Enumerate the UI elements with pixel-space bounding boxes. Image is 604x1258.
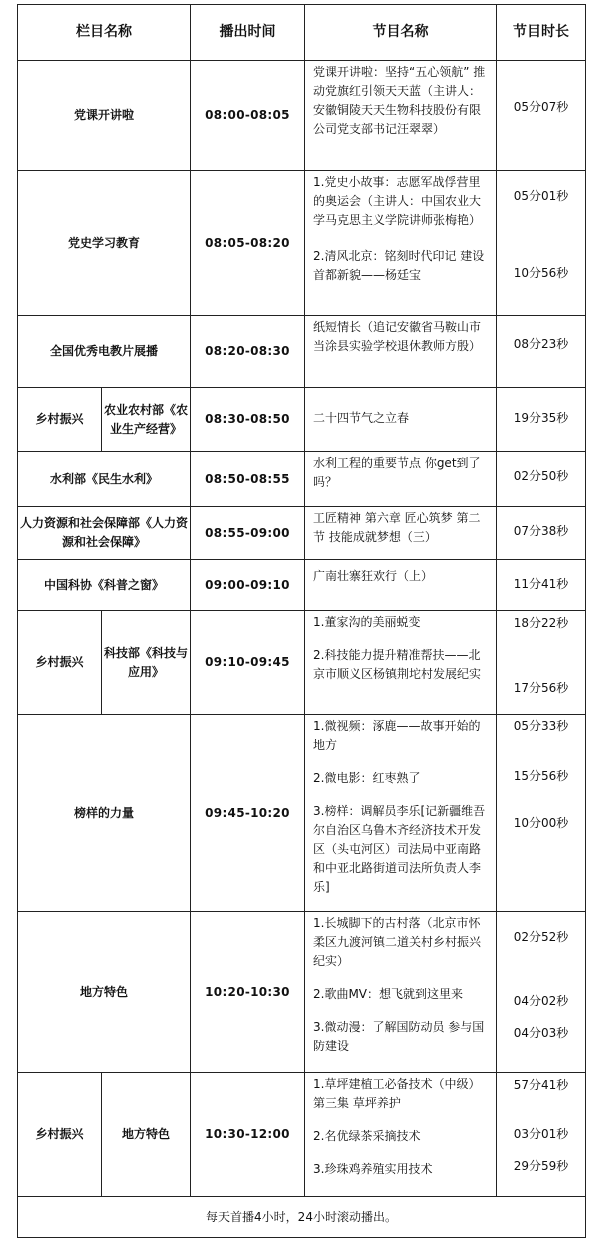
duration: 19分35秒 (513, 411, 569, 425)
program-item: 水利工程的重要节点 你get到了吗？ (313, 456, 481, 489)
duration: 10分56秒 (513, 266, 569, 280)
column-name: 地方特色 (18, 912, 191, 1073)
program-name (305, 715, 497, 912)
program-item: 2.名优绿茶采摘技术 (313, 1129, 421, 1143)
column-name: 乡村振兴 (18, 388, 102, 452)
sub-column-name: 科技部《科技与应用》 (102, 611, 191, 715)
duration-cell (497, 388, 586, 452)
program-name (305, 388, 497, 452)
duration-cell (497, 560, 586, 611)
duration: 07分38秒 (513, 524, 569, 538)
footer-row (18, 1197, 586, 1238)
header-column: 栏目名称 (18, 5, 191, 61)
program-item: 3.珍珠鸡养殖实用技术 (313, 1162, 433, 1176)
duration-cell (497, 61, 586, 171)
header-time: 播出时间 (191, 5, 305, 61)
table-row (18, 316, 586, 388)
program-name (305, 912, 497, 1073)
program-item: 纸短情长（追记安徽省马鞍山市当涂县实验学校退休教师方殷） (313, 320, 482, 353)
broadcast-time: 10:20-10:30 (191, 912, 305, 1073)
duration-cell (497, 1073, 586, 1197)
table-row (18, 1073, 586, 1197)
program-name (305, 1073, 497, 1197)
duration: 10分00秒 (513, 816, 569, 830)
program-name (305, 560, 497, 611)
program-item: 1.长城脚下的古村落（北京市怀柔区九渡河镇二道关村乡村振兴纪实） (313, 916, 482, 968)
program-item: 1.微视频：涿鹿——故事开始的地方 (313, 719, 481, 752)
program-item: 2.歌曲MV：想飞就到这里来 (313, 987, 464, 1001)
broadcast-time: 08:30-08:50 (191, 388, 305, 452)
duration: 05分07秒 (513, 100, 569, 114)
sub-column-name: 农业农村部《农业生产经营》 (102, 388, 191, 452)
program-item: 1.董家沟的美丽蜕变 (313, 615, 421, 629)
broadcast-time: 09:10-09:45 (191, 611, 305, 715)
header-row (18, 5, 586, 61)
duration-cell (497, 507, 586, 560)
broadcast-time: 08:50-08:55 (191, 452, 305, 507)
broadcast-time: 09:00-09:10 (191, 560, 305, 611)
program-item: 2.科技能力提升精准帮扶——北京市顺义区杨镇荆坨村发展纪实 (313, 648, 482, 681)
duration: 15分56秒 (513, 769, 569, 783)
duration: 17分56秒 (513, 681, 569, 695)
table-row (18, 912, 586, 1073)
program-name (305, 61, 497, 171)
table-row (18, 61, 586, 171)
program-item: 1.草坪建植工必备技术（中级）第三集 草坪养护 (313, 1077, 481, 1110)
duration-cell (497, 611, 586, 715)
duration-cell (497, 452, 586, 507)
table-row (18, 611, 586, 715)
table-row (18, 388, 586, 452)
program-item: 3.榜样：调解员李乐[记新疆维吾尔自治区乌鲁木齐经济技术开发区（头屯河区）司法局中亚南路和中亚北路街道司法所负责人李乐] (313, 804, 486, 894)
column-name: 党史学习教育 (18, 171, 191, 316)
column-name: 中国科协《科普之窗》 (18, 560, 191, 611)
column-name: 乡村振兴 (18, 611, 102, 715)
header-program: 节目名称 (305, 5, 497, 61)
duration: 57分41秒 (513, 1078, 569, 1092)
column-name: 党课开讲啦 (18, 61, 191, 171)
program-item: 工匠精神 第六章 匠心筑梦 第二节 技能成就梦想（三） (313, 511, 481, 544)
broadcast-time: 08:55-09:00 (191, 507, 305, 560)
program-item: 二十四节气之立春 (313, 411, 410, 425)
broadcast-time: 08:05-08:20 (191, 171, 305, 316)
program-item: 党课开讲啦：坚持“五心领航” 推动党旗红引领天天蓝（主讲人：安徽铜陵天天生物科技股份有限公司党支部书记汪翠翠） (313, 65, 486, 136)
duration-cell (497, 316, 586, 388)
duration: 04分03秒 (513, 1026, 569, 1040)
program-name (305, 452, 497, 507)
broadcast-time: 09:45-10:20 (191, 715, 305, 912)
duration: 02分52秒 (513, 930, 569, 944)
table-row (18, 507, 586, 560)
duration: 05分01秒 (513, 189, 569, 203)
schedule-table (17, 4, 586, 1238)
column-name: 人力资源和社会保障部《人力资源和社会保障》 (18, 507, 191, 560)
program-item: 1.党史小故事：志愿军战俘营里的奥运会（主讲人：中国农业大学马克思主义学院讲师张梅艳） (313, 175, 482, 227)
duration: 04分02秒 (513, 994, 569, 1008)
duration: 18分22秒 (513, 616, 569, 630)
broadcast-time: 08:20-08:30 (191, 316, 305, 388)
column-name: 全国优秀电教片展播 (18, 316, 191, 388)
program-name (305, 507, 497, 560)
footer-note: 每天首播4小时，24小时滚动播出。 (18, 1197, 586, 1238)
program-name (305, 316, 497, 388)
table-row (18, 715, 586, 912)
duration-cell (497, 715, 586, 912)
duration: 11分41秒 (513, 577, 569, 591)
duration-cell (497, 912, 586, 1073)
sub-column-name: 地方特色 (102, 1073, 191, 1197)
duration: 05分33秒 (513, 719, 569, 733)
broadcast-time: 08:00-08:05 (191, 61, 305, 171)
column-name: 榜样的力量 (18, 715, 191, 912)
program-name (305, 611, 497, 715)
program-item: 2.清风北京：铭刻时代印记 建设首都新貌——杨廷宝 (313, 249, 485, 282)
program-item: 2.微电影：红枣熟了 (313, 771, 421, 785)
duration-cell (497, 171, 586, 316)
duration: 03分01秒 (513, 1127, 569, 1141)
header-duration: 节目时长 (497, 5, 586, 61)
column-name: 水利部《民生水利》 (18, 452, 191, 507)
column-name: 乡村振兴 (18, 1073, 102, 1197)
duration: 29分59秒 (513, 1159, 569, 1173)
duration: 08分23秒 (513, 337, 569, 351)
program-item: 3.微动漫：了解国防动员 参与国防建设 (313, 1020, 485, 1053)
broadcast-time: 10:30-12:00 (191, 1073, 305, 1197)
table-row (18, 171, 586, 316)
program-item: 广南壮寨狂欢行（上） (313, 569, 434, 583)
table-row (18, 452, 586, 507)
table-row (18, 560, 586, 611)
program-name (305, 171, 497, 316)
duration: 02分50秒 (513, 469, 569, 483)
